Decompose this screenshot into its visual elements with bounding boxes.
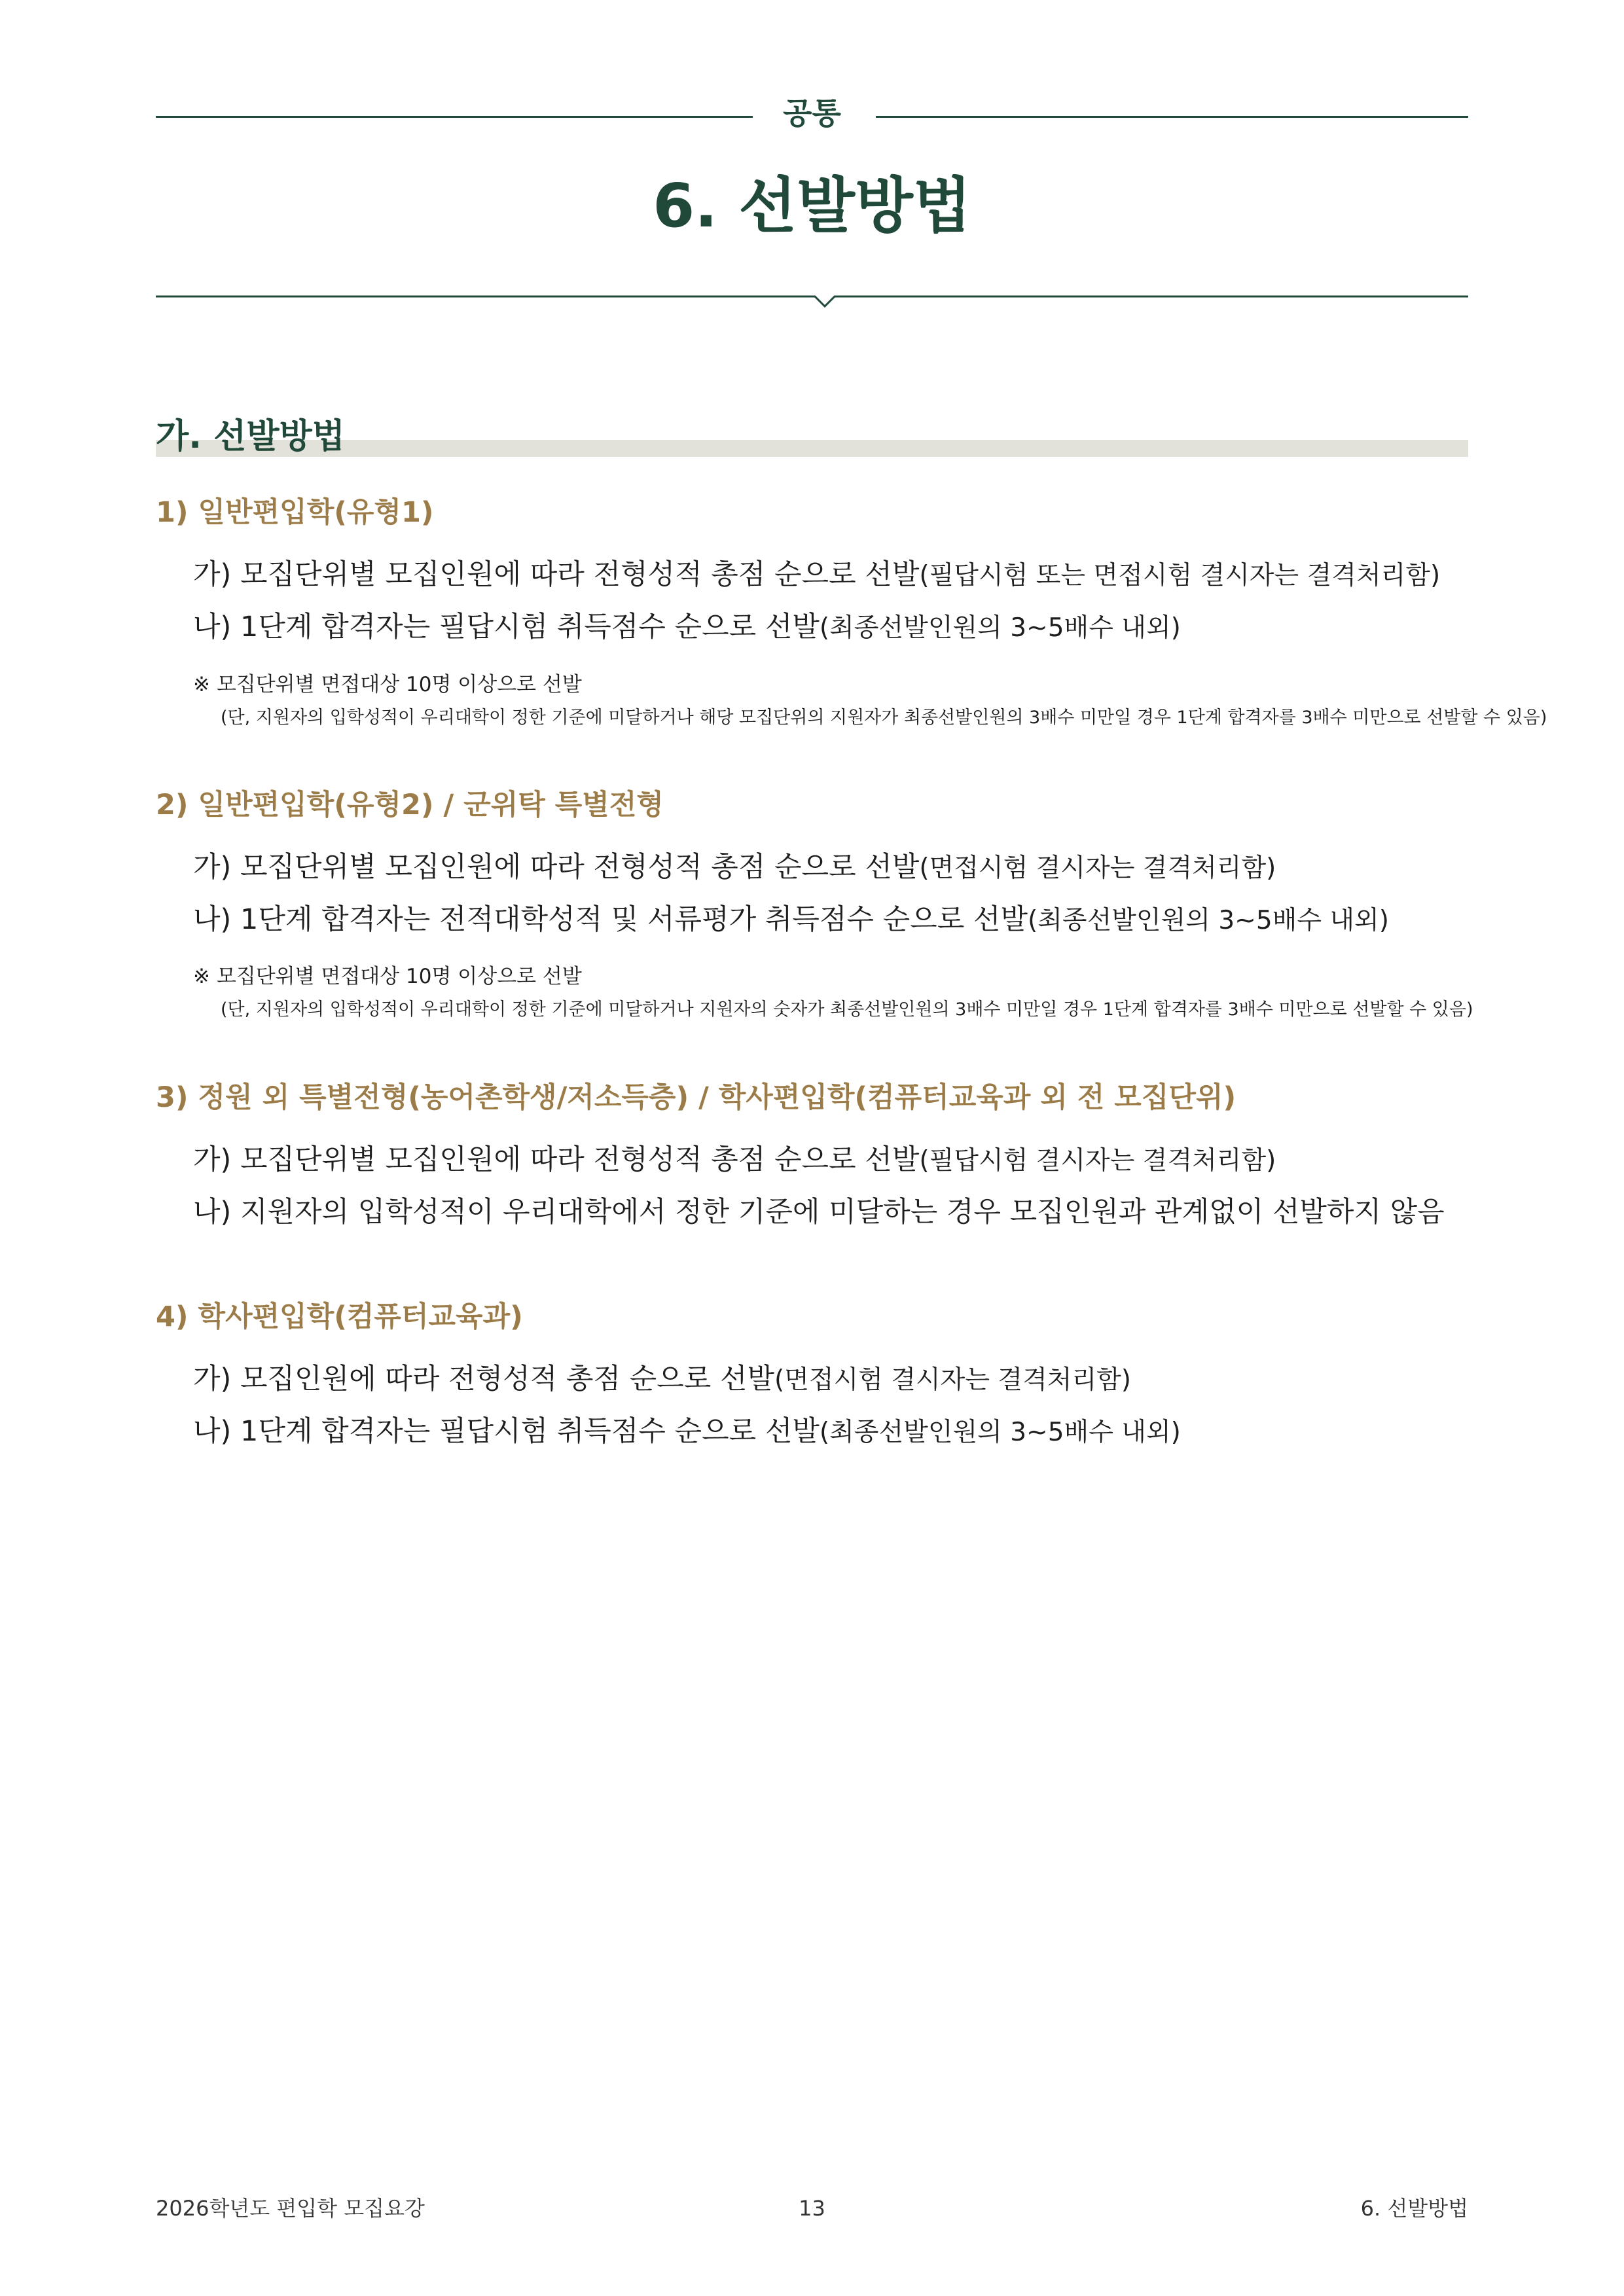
header-rule-left <box>156 116 753 118</box>
header-category-label: 공통 <box>783 96 841 131</box>
subsection-title-4: 4) 학사편입학(컴퓨터교육과) <box>156 1300 523 1333</box>
subsection-4-item-1: 가) 모집인원에 따라 전형성적 총점 순으로 선발(면접시험 결시자는 결격처리함) <box>193 1363 1132 1395</box>
footer-page-number: 13 <box>799 2196 825 2221</box>
subsection-4-item-2: 나) 1단계 합격자는 필답시험 취득점수 순으로 선발(최종선발인원의 3~5배수 내외) <box>193 1415 1181 1448</box>
subsection-2-item-1: 가) 모집단위별 모집인원에 따라 전형성적 총점 순으로 선발(면접시험 결시자는 결격처리함) <box>193 851 1276 884</box>
subsection-2-item-2: 나) 1단계 합격자는 전적대학성적 및 서류평가 취득점수 순으로 선발(최종선발인원의 3~5배수 내외) <box>193 903 1389 936</box>
subsection-3-item-1: 가) 모집단위별 모집인원에 따라 전형성적 총점 순으로 선발(필답시험 결시자는 결격처리함) <box>193 1143 1276 1176</box>
section-title-bar <box>156 440 1468 457</box>
header-divider-with-notch <box>156 295 1468 315</box>
subsection-2-note: ※ 모집단위별 면접대상 10명 이상으로 선발 <box>193 965 582 988</box>
footer-document-title: 2026학년도 편입학 모집요강 <box>156 2196 425 2221</box>
section-title: 가. 선발방법 <box>156 417 346 456</box>
subsection-1-item-2: 나) 1단계 합격자는 필답시험 취득점수 순으로 선발(최종선발인원의 3~5배수 내외) <box>193 611 1181 643</box>
subsection-2-note-detail: (단, 지원자의 입학성적이 우리대학이 정한 기준에 미달하거나 지원자의 숫자가 최종선발인원의 3배수 미만일 경우 1단계 합격자를 3배수 미만으로 선발할 수 있음) <box>221 999 1473 1020</box>
subsection-3-item-2: 나) 지원자의 입학성적이 우리대학에서 정한 기준에 미달하는 경우 모집인원과 관계없이 선발하지 않음 <box>193 1196 1445 1229</box>
subsection-title-2: 2) 일반편입학(유형2) / 군위탁 특별전형 <box>156 789 664 821</box>
subsection-1-note-detail: (단, 지원자의 입학성적이 우리대학이 정한 기준에 미달하거나 해당 모집단위의 지원자가 최종선발인원의 3배수 미만일 경우 1단계 합격자를 3배수 미만으로 선발할 수 있음) <box>221 708 1547 728</box>
footer-section-name: 6. 선발방법 <box>1360 2196 1468 2221</box>
subsection-title-1: 1) 일반편입학(유형1) <box>156 496 434 529</box>
subsection-1-note: ※ 모집단위별 면접대상 10명 이상으로 선발 <box>193 673 582 696</box>
header-rule-right <box>876 116 1468 118</box>
subsection-title-3: 3) 정원 외 특별전형(농어촌학생/저소득층) / 학사편입학(컴퓨터교육과 외 전 모집단위) <box>156 1081 1236 1114</box>
subsection-1-item-1: 가) 모집단위별 모집인원에 따라 전형성적 총점 순으로 선발(필답시험 또는 면접시험 결시자는 결격처리함) <box>193 558 1441 591</box>
page-title: 6. 선발방법 <box>653 171 971 241</box>
